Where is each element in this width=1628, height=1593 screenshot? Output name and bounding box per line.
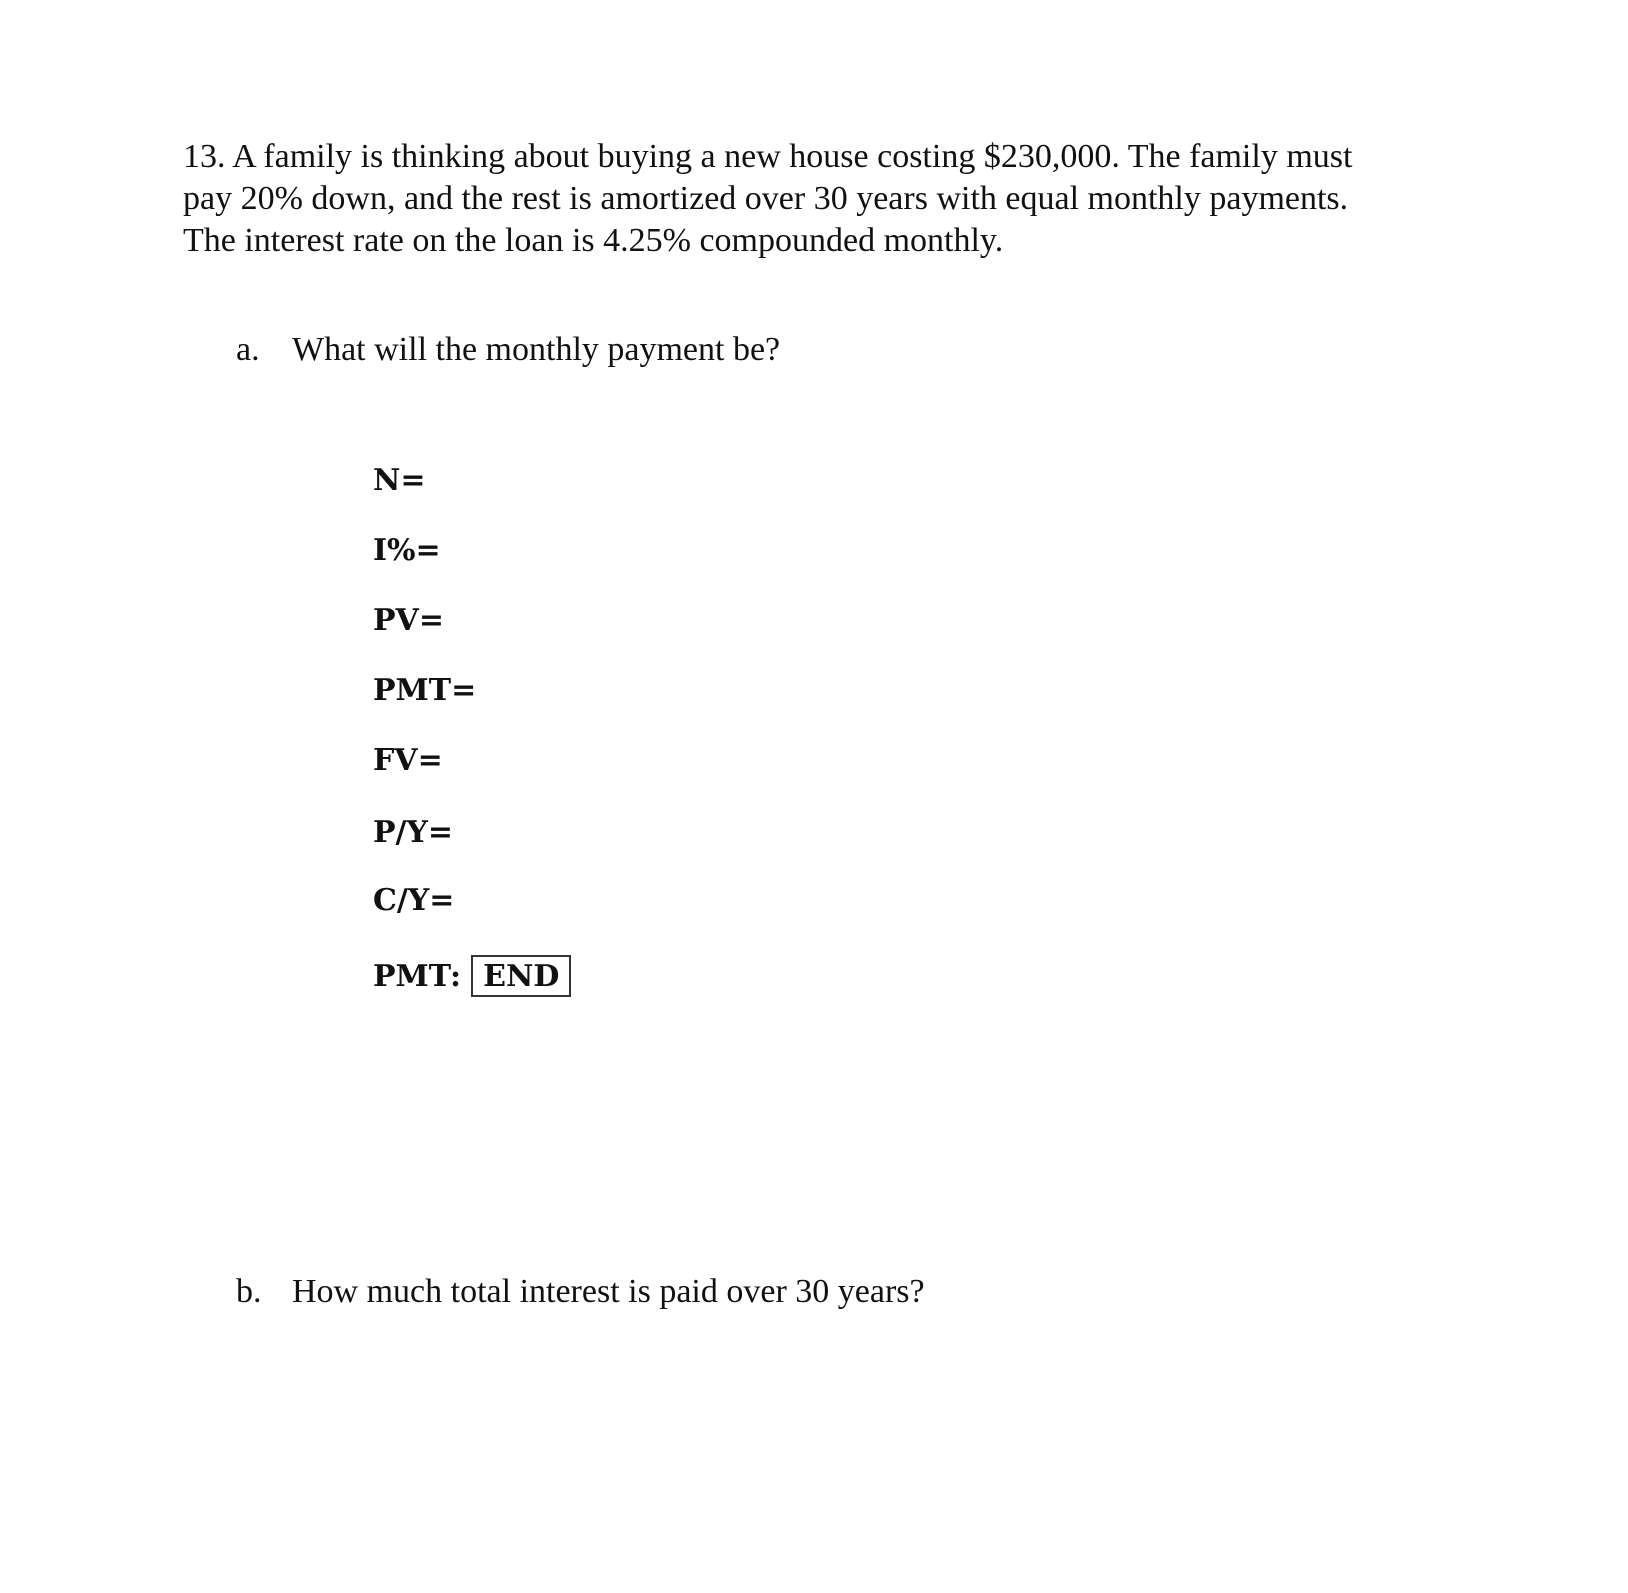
tvm-n-label: N= xyxy=(373,463,426,498)
problem-line: 13. A family is thinking about buying a new house costing $230,000. The family must xyxy=(183,138,1353,175)
tvm-mode-label: PMT: xyxy=(373,959,462,994)
tvm-pv-label: PV= xyxy=(373,603,444,638)
problem-line: The interest rate on the loan is 4.25% compounded monthly. xyxy=(183,222,1004,259)
problem-line: pay 20% down, and the rest is amortized over 30 years with equal monthly payments. xyxy=(183,180,1349,217)
tvm-fv-label: FV= xyxy=(373,743,443,778)
question-a-letter: a. xyxy=(236,331,260,368)
tvm-cy-label: C/Y= xyxy=(373,883,455,918)
question-a-text: What will the monthly payment be? xyxy=(292,331,781,368)
tvm-payment-mode xyxy=(373,955,571,997)
problem-statement xyxy=(183,136,1503,262)
tvm-pmt-label: PMT= xyxy=(373,673,477,708)
question-a xyxy=(236,330,780,370)
question-b-text: How much total interest is paid over 30 years? xyxy=(292,1273,925,1310)
question-b xyxy=(236,1272,925,1312)
question-b-letter: b. xyxy=(236,1273,262,1310)
tvm-interest-label: I%= xyxy=(373,533,441,568)
tvm-mode-value-box: END xyxy=(471,955,571,997)
tvm-py-label: P/Y= xyxy=(373,815,454,850)
